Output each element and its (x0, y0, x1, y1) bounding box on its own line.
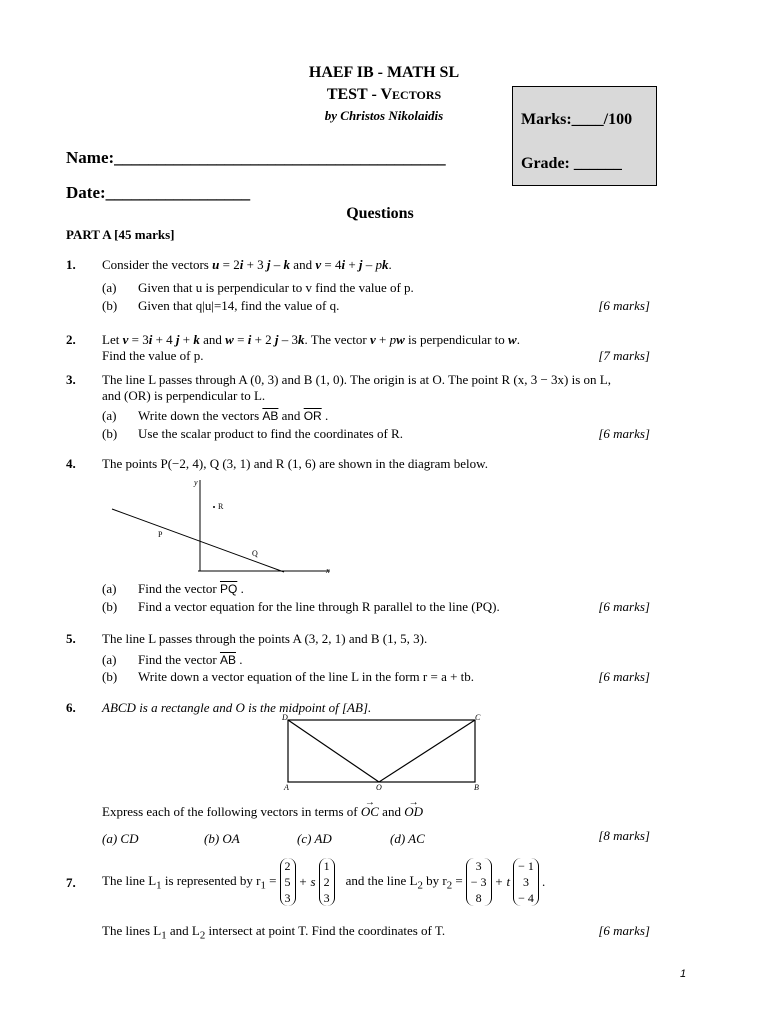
q4-number: 4. (66, 456, 76, 471)
plus-t: + t (494, 874, 511, 889)
vertex-d-label: D (282, 713, 288, 722)
q6-marks: [8 marks] (598, 828, 650, 843)
q2-line2: Find the value of p. (102, 348, 204, 363)
vertex-b-label: B (474, 783, 479, 792)
point-p-label: P (158, 530, 163, 539)
test-author: by Christos Nikolaidis (324, 108, 444, 123)
segment-od (288, 720, 379, 782)
q3-number: 3. (66, 372, 76, 387)
rectangle-abcd (288, 720, 475, 782)
vector-ab-q5: $\overline{AB}$ (219, 653, 236, 667)
q5a-label: (a) (102, 652, 117, 667)
q5-number: 5. (66, 631, 76, 646)
vector-r1-point: 2 5 3 (280, 858, 296, 906)
point-r-label: R (218, 502, 224, 511)
q6-prompt: Express each of the following vectors in terms of (102, 804, 358, 819)
q3a-prompt: Write down the vectors (138, 408, 260, 423)
part-a-label: PART A [45 marks] (66, 227, 175, 242)
point-r (213, 506, 215, 508)
date-field[interactable]: Date:_________________ (66, 183, 251, 202)
q6-number: 6. (66, 700, 76, 715)
q6-part-a: (a) CD (102, 831, 139, 846)
vector-oc: → OC (361, 804, 379, 819)
vector-od: → OD (404, 804, 423, 819)
q2-text: Let v = 3i + 4 j + k and w = i + 2 j – 3k. The vector v + pw is perpendicular to w. (102, 332, 520, 347)
q7-number: 7. (66, 875, 76, 890)
q6-part-d: (d) AC (390, 831, 425, 846)
grade-label: Grade: ______ (521, 155, 622, 172)
q3-marks: [6 marks] (598, 426, 650, 441)
q3-line2: and (OR) is perpendicular to L. (102, 388, 266, 403)
q3a-label: (a) (102, 408, 117, 423)
vector-pq: $\overline{PQ}$ (219, 582, 238, 596)
q6-part-c: (c) AD (297, 831, 332, 846)
vector-r2-direction: − 1 3 − 4 (513, 858, 539, 906)
vertex-c-label: C (475, 713, 481, 722)
vector-ab: $\overline{AB}$ (262, 409, 279, 423)
q5-line1: The line L passes through the points A (3, 2, 1) and B (1, 5, 3). (102, 631, 428, 646)
q3a-and: and (281, 408, 301, 423)
q5a-text: Find the vector $\overline{AB}$ . (138, 652, 243, 667)
q3b-label: (b) (102, 426, 118, 441)
q1-text: Consider the vectors u = 2i + 3 j – k and v = 4i + j – pk. (102, 257, 392, 272)
test-header-title: HAEF IB - MATH SL (308, 64, 460, 81)
q2-marks: [7 marks] (598, 348, 650, 363)
q1a-label: (a) (102, 280, 117, 295)
q7-marks: [6 marks] (598, 923, 650, 938)
q5a-prompt: Find the vector (138, 652, 217, 667)
point-q-label: Q (252, 549, 258, 558)
q6-part-b: (b) OA (204, 831, 240, 846)
q4a-label: (a) (102, 581, 117, 596)
q4a-text: Find the vector $\overline{PQ}$ . (138, 581, 244, 596)
q4-line1: The points P(−2, 4), Q (3, 1) and R (1, 6) are shown in the diagram below. (102, 456, 488, 471)
plus-s: + s (298, 874, 316, 889)
q1a-text: Given that u is perpendicular to v find the value of p. (138, 280, 414, 295)
q3b-text: Use the scalar product to find the coordinates of R. (138, 426, 403, 441)
point-o-label: O (376, 783, 382, 792)
vector-r2-point: 3 − 3 8 (466, 858, 492, 906)
q7-l2-text: and the line $L_2$ by $r_2$ = (345, 872, 463, 892)
q2-number: 2. (66, 332, 76, 347)
q6-line2 (102, 804, 423, 819)
test-title-prefix: TEST - V (326, 86, 393, 103)
segment-oc (379, 720, 475, 782)
marks-label: Marks:____/100 (521, 111, 633, 128)
q6-line1: ABCD is a rectangle and O is the midpoint of [AB]. (102, 700, 372, 715)
y-axis-label: y (194, 478, 198, 487)
line-pq (112, 509, 284, 572)
q1-marks: [6 marks] (598, 298, 650, 313)
q7-l1-text: The line $L_1$ is represented by $r_1$ = (102, 872, 277, 892)
q4b-label: (b) (102, 599, 118, 614)
q5b-text: Write down a vector equation of the line L in the form r = a + tb. (138, 669, 475, 684)
page-number: 1 (680, 968, 687, 980)
test-title-suffix: ECTORS (392, 88, 442, 102)
q7-line2: The lines $L_1$ and $L_2$ intersect at point T. Find the coordinates of T. (102, 923, 446, 942)
q4-marks: [6 marks] (598, 599, 650, 614)
q3-line1: The line L passes through A (0, 3) and B (1, 0). The origin is at O. The point R (x, 3 − 3x) is on L, (102, 372, 611, 387)
vector-r1-direction: 1 2 3 (319, 858, 335, 906)
q7-line1: The line $L_1$ is represented by $r_1$ = 2 5 3 + s 1 2 3 and the line $L_2$ by $r_2$ = 3 − 3 8 + t − 1 3 − 4 . (102, 859, 546, 905)
vector-or: $\overline{OR}$ (303, 409, 322, 423)
marks-box (512, 86, 657, 186)
q3a-text: Write down the vectors $\overline{AB}$ and $\overline{OR}$ . (138, 408, 329, 423)
q1-number: 1. (66, 257, 76, 272)
x-axis-label: x (326, 566, 330, 575)
q4b-text: Find a vector equation for the line through R parallel to the line (PQ). (138, 599, 500, 614)
rectangle-diagram (278, 712, 488, 792)
name-field[interactable]: Name:_______________________________________ (66, 148, 446, 167)
questions-heading: Questions (346, 205, 414, 222)
q5-marks: [6 marks] (598, 669, 650, 684)
q4a-prompt: Find the vector (138, 581, 217, 596)
q4-diagram (104, 474, 344, 578)
q6-and: and (382, 804, 401, 819)
q1b-label: (b) (102, 298, 118, 313)
q1b-text: Given that q|u|=14, find the value of q. (138, 298, 340, 313)
vertex-a-label: A (284, 783, 289, 792)
q5b-label: (b) (102, 669, 118, 684)
